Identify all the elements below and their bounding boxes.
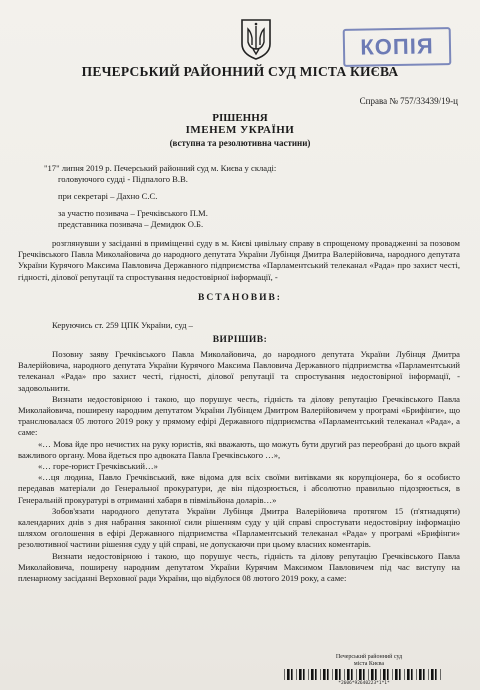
secretary-line: при секретарі – Дахно С.С.	[58, 191, 158, 201]
intro-text: розглянувши у засіданні в приміщенні суду в м. Києві цивільну справу в спрощеному провадженні за позовом Гречківського Павла Миколайовича до народного депутата України Лубінця Дмитра Валерійовича, народного депутата України Курячого Максима Павловича Державного підприємства «Парламентський телеканал «Рада» про захист честі, гідності, ділової репутації та спростування недостовірної інформації, -	[18, 238, 460, 282]
coat-of-arms-icon	[239, 18, 273, 60]
quote-1: «… Мова йде про нечистих на руку юристів, які вважають, що можуть бути другий раз переобрані до цього вкрай важливого органу. Мова йдеться про адвоката Павла Гречківського …»,	[18, 438, 460, 460]
guided-line: Керуючись ст. 259 ЦПК України, суд –	[52, 320, 193, 330]
court-name: ПЕЧЕРСЬКИЙ РАЙОННИЙ СУД МІСТА КИЄВА	[81, 64, 399, 79]
plaintiff-line: за участю позивача – Гречківського П.М.	[58, 208, 208, 218]
quote-3: «…ця людина, Павло Гречківський, вже відома для всіх своїми витівками як корупціонера, бо я особисто передавав матеріали до Генеральної прокуратури, де він підозрюється, і абсолютно правильно підозрюється, в Генеральній прокуратурі в отриманні хабаря в півмільйона доларів…»	[18, 472, 460, 505]
decision-parts-note: (вступна та резолютивна частини)	[169, 138, 311, 148]
footer-court-stamp	[284, 654, 454, 668]
case-number: Справа № 757/33439/19-ц	[359, 96, 458, 106]
footer-court-line2: міста Києва	[353, 661, 385, 667]
established-heading: ВСТАНОВИВ:	[198, 293, 282, 303]
barcode-number: *2606*92640223*1*1*	[338, 681, 390, 686]
body-paragraph-3: Зобов'язати народного депутата України Лубінця Дмитра Валерійовича протягом 15 (п'ятнадцяти) календарних днів з дня набрання законної сили рішенням суду у цій справі спростувати недостовірну інформацію шляхом оголошення в ефірі Державного підприємства «Парламентський телеканал «Рада» у програмі «Брифінги» резолютивної частини рішення суду у цій справі, не допускаючи при цьому власних коментарів.	[18, 505, 460, 550]
body-paragraph-2: Визнати недостовірною і такою, що порушує честь, гідність та ділову репутацію Гречківського Павла Миколайовича, поширену народним депутатом України Лубінцем Дмитром Валерійовичем у програмі «Брифінги», що транслювалася 05 лютого 2019 року у прямому ефірі Державного підприємства «Парламентський телеканал «Рада», а саме:	[18, 393, 460, 438]
intro-paragraph	[18, 238, 460, 283]
date-line: "17" липня 2019 р. Печерський районний суд м. Києва у складі:	[44, 163, 277, 173]
quote-2: «… горе-юрист Гречківський…»	[38, 461, 158, 472]
body-paragraph-4: Визнати недостовірною і такою, що порушує честь, гідність та ділову репутацію Гречківського Павла Миколайовича, поширену народним депутатом України Курячим Максимом Павловичем під час виступу на пленарному засіданні Верховної ради України, що відбулося 08 лютого 2019 року, а саме:	[18, 550, 460, 584]
representative-line: представника позивача – Демидюк О.Б.	[58, 219, 204, 229]
judge-line: головуючого судді - Підпалого В.В.	[58, 174, 188, 184]
copy-stamp: КОПІЯ	[343, 27, 452, 67]
decision-body	[18, 349, 460, 584]
decision-title: РІШЕННЯ	[212, 112, 268, 124]
barcode	[284, 669, 444, 680]
footer-court-line1: Печерський районний суд	[335, 654, 403, 660]
decision-subtitle: ІМЕНЕМ УКРАЇНИ	[185, 124, 295, 136]
body-paragraph-1: Позовну заяву Гречківського Павла Миколайовича, до народного депутата України Лубінця Дмитра Валерійовича, народного депутата України Курячого Максима Павловича Державного підприємства «Парламентський телеканал «Рада» про захист честі, гідності, ділової репутації та спростування недостовірної інформації, - задовольнити.	[18, 349, 460, 393]
decided-heading: ВИРІШИВ:	[212, 335, 268, 345]
